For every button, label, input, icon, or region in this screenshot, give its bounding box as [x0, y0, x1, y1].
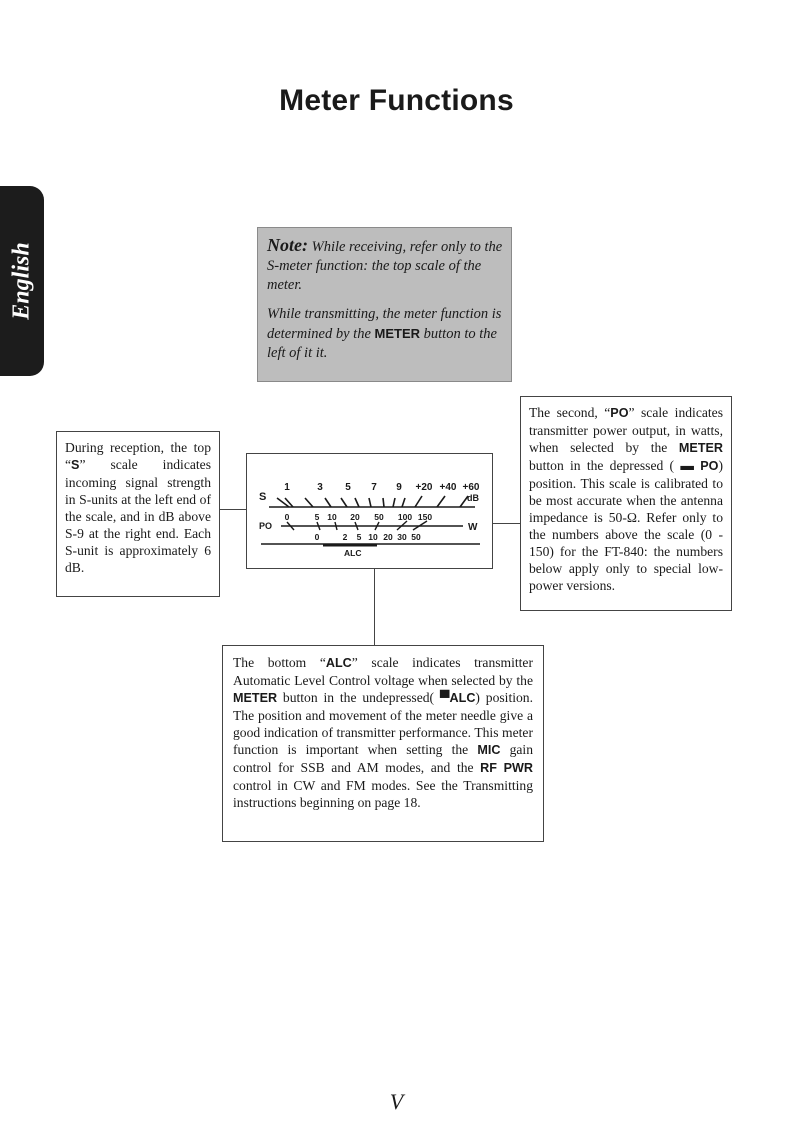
po-desc-keyword-po: PO: [610, 406, 629, 420]
note-lead: Note:: [267, 235, 308, 255]
po-upper-tick-label: 50: [374, 512, 384, 522]
s-tick-label: +40: [439, 482, 457, 493]
po-upper-tick-label: 10: [327, 512, 337, 522]
s-scale-tick: [437, 496, 445, 507]
po-label: PO: [259, 521, 273, 531]
s-scale-description: [56, 431, 220, 597]
po-lower-tick-label: 30: [397, 532, 407, 542]
s-tick-label: 7: [371, 482, 377, 493]
alc-desc-keyword-mic: MIC: [477, 743, 501, 757]
s-tick-label: 5: [345, 482, 351, 493]
po-lower-tick-label: 0: [314, 532, 320, 542]
s-scale-tick: [341, 498, 347, 507]
po-lower-tick-label: 5: [356, 532, 362, 542]
language-tab-label: English: [8, 242, 35, 320]
po-desc-text-d: ) position. This scale is calibrated to be most accurate when the antenna impedance is 50-Ω. Refer only to the numbers above the scale (0 - 150) for the FT-840: the numbers below apply only to special low-power versions.: [529, 458, 723, 593]
po-lower-tick-label: 20: [383, 532, 393, 542]
alc-label: ALC: [344, 548, 362, 558]
s-tick-label: +20: [415, 482, 433, 493]
connector-left: [220, 509, 246, 510]
alc-desc-keyword-alc2: ALC: [449, 691, 476, 705]
depressed-button-icon: ▬: [680, 458, 694, 473]
po-desc-keyword-po2: PO: [693, 459, 719, 473]
s-scale-tick: [402, 498, 405, 507]
note-paragraph-1: [267, 236, 503, 295]
alc-desc-keyword-alc: ALC: [325, 656, 352, 670]
po-desc-text-a: The second, “: [529, 405, 611, 420]
po-desc-keyword-meter: METER: [678, 441, 723, 455]
note-p2-a: While transmitting, the meter function is determined by the: [267, 306, 502, 342]
alc-desc-keyword-meter: METER: [233, 691, 278, 705]
po-desc-text-c: button in the depressed (: [529, 458, 681, 473]
s-scale-tick: [415, 496, 422, 507]
alc-desc-keyword-rfpwr: RF PWR: [480, 761, 533, 775]
alc-scale-description: [222, 645, 544, 842]
s-tick-label: 9: [396, 482, 402, 493]
alc-desc-text-b: ” scale indicates transmitter Automatic Level Control voltage when selected by the: [233, 655, 533, 688]
meter-scale-diagram: [246, 453, 493, 569]
connector-bottom: [374, 569, 375, 645]
meter-svg: [247, 454, 494, 570]
undepressed-button-icon: ▀: [439, 690, 450, 705]
s-scale-tick: [325, 498, 331, 507]
note-paragraph-2: [267, 305, 503, 363]
language-tab: [0, 186, 44, 376]
s-desc-text-b: ” scale indicates incoming signal strength in S-units at the left end of the scale, and in dB above S-9 at the right end. Each S-unit is approximately 6 dB.: [65, 457, 211, 575]
po-upper-tick-label: 0: [284, 512, 290, 522]
s-tick-label: 1: [284, 482, 290, 493]
po-scale-description: [520, 396, 732, 611]
s-scale-tick: [383, 498, 384, 507]
po-upper-tick-label: 20: [350, 512, 360, 522]
s-desc-text-a: During reception, the top “: [65, 440, 211, 472]
po-lower-tick-label: 2: [342, 532, 348, 542]
s-scale-tick: [355, 498, 359, 507]
s-scale-tick: [305, 498, 313, 507]
note-p2-keyword: METER: [374, 326, 421, 341]
note-box: [257, 227, 512, 382]
connector-right: [493, 523, 520, 524]
note-p2-b: button to the left of it it.: [267, 326, 497, 361]
s-tick-label: +60: [462, 482, 480, 493]
s-scale-tick: [369, 498, 371, 507]
s-label: S: [259, 491, 267, 503]
s-tick-label: 3: [317, 482, 323, 493]
alc-desc-text-e: gain control for SSB and AM modes, and the: [233, 742, 533, 775]
s-desc-keyword: S: [71, 458, 80, 472]
note-p1-text: While receiving, refer only to the S-meter function: the top scale of the meter.: [267, 239, 503, 293]
alc-desc-text-a: The bottom “: [233, 655, 326, 670]
alc-desc-text-c: button in the undepressed(: [277, 690, 440, 705]
po-lower-tick-label: 10: [368, 532, 378, 542]
po-scale-tick: [335, 522, 337, 530]
s-scale-tick: [393, 498, 395, 507]
page-number: V: [389, 1089, 404, 1114]
w-label: W: [468, 522, 478, 533]
page-title: Meter Functions: [279, 84, 514, 117]
alc-desc-text-f: control in CW and FM modes. See the Transmitting instructions beginning on page 18.: [233, 778, 533, 810]
po-upper-tick-label: 100: [397, 512, 413, 522]
po-lower-tick-label: 50: [411, 532, 421, 542]
po-upper-tick-label: 5: [314, 512, 320, 522]
db-label: dB: [467, 493, 479, 503]
po-desc-text-b: ” scale indicates transmitter power output, in watts, when selected by the: [529, 405, 723, 455]
alc-desc-text-d: ) position. The position and movement of the meter needle give a good indication of transmitter performance. This meter function is important when setting the: [233, 690, 533, 757]
po-upper-tick-label: 150: [417, 512, 433, 522]
